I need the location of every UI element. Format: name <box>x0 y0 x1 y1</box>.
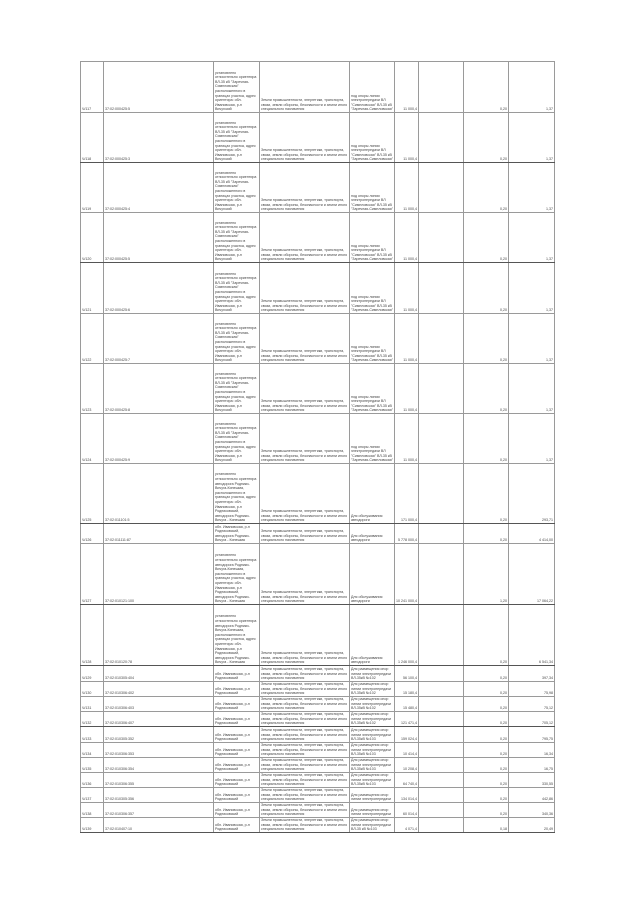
location-cell: установлено относительно ориентира ВЛ-35 кВ "Заречная-Симпловская" расположенного в границах участка, адрес ориентира: обл. Ивановская, р-н Вичугский <box>214 314 260 364</box>
amount-cell: 1,37 <box>509 62 555 113</box>
cadastral-number-cell: 37:02:010305:352 <box>104 726 214 742</box>
location-cell: обл. Ивановская, р-н Родниковский <box>214 787 260 802</box>
amount-cell: 6 541,34 <box>509 605 555 666</box>
amount-cell: 20,49 <box>509 817 555 832</box>
cadastral-number-cell: 37:02:010306:403 <box>104 696 214 711</box>
location-cell: установлено относительно ориентира автодорога Родники-Вичуга-Кинешма, расположенного в границах участка, адрес ориентира: обл. Ивановская, р-н Родниковский, автодорога Родники-Вичуга - Кинешма <box>214 544 260 605</box>
amount-cell: 1,37 <box>509 414 555 464</box>
land-category-cell: Земли промышленности, энергетики, транспорта, связи, земли обороны, безопасности и земли иного специального назначения <box>260 772 350 787</box>
row-number-cell: Ч/134 <box>81 742 104 757</box>
table-row <box>81 605 555 666</box>
cadastral-number-cell: 37:02:010306:353 <box>104 742 214 757</box>
row-number-cell: Ч/125 <box>81 464 104 524</box>
location-cell: установлено относительно ориентира автодорога Родники-Вичуга-Кинешма, расположенного в границах участка, адрес ориентира: обл. Ивановская, р-н Родниковский, автодорога Родники-Вичуга - Кинешма <box>214 605 260 666</box>
empty-cell-cell <box>419 666 464 682</box>
cadastral-number-cell: 37:02:010306:402 <box>104 682 214 697</box>
empty-cell-cell <box>419 605 464 666</box>
empty-cell-cell <box>419 314 464 364</box>
land-category-cell: Земли промышленности, энергетики, транспорта, связи, земли обороны, безопасности и земли иного специального назначения <box>260 682 350 697</box>
amount-cell: 1,37 <box>509 163 555 213</box>
empty-cell-cell <box>419 772 464 787</box>
area-cell: 64 740,4 <box>395 772 419 787</box>
rate-cell: 1,20 <box>464 544 509 605</box>
amount-cell: 330,55 <box>509 772 555 787</box>
land-category-cell: Земли промышленности, энергетики, транспорта, связи, земли обороны, безопасности и земли иного специального назначения <box>260 802 350 817</box>
row-number-cell: Ч/126 <box>81 524 104 544</box>
rate-cell: 0,20 <box>464 711 509 726</box>
area-cell: 171 000,4 <box>395 464 419 524</box>
cadastral-number-cell: 37:02:011111:87 <box>104 524 214 544</box>
rate-cell: 0,20 <box>464 666 509 682</box>
table-row <box>81 711 555 726</box>
land-category-cell: Земли промышленности, энергетики, транспорта, связи, земли обороны, безопасности и земли иного специального назначения <box>260 787 350 802</box>
land-category-cell: Земли промышленности, энергетики, транспорта, связи, земли обороны, безопасности и земли иного специального назначения <box>260 711 350 726</box>
empty-cell-cell <box>419 787 464 802</box>
table-row <box>81 314 555 364</box>
empty-cell-cell <box>419 163 464 213</box>
cadastral-number-cell: 37:02:000425:6 <box>104 263 214 314</box>
row-number-cell: Ч/128 <box>81 605 104 666</box>
table-row <box>81 524 555 544</box>
land-category-cell: Земли промышленности, энергетики, транспорта, связи, земли обороны, безопасности и земли иного специального назначения <box>260 726 350 742</box>
table-row <box>81 787 555 802</box>
rate-cell: 0,20 <box>464 163 509 213</box>
land-category-cell: Земли промышленности, энергетики, транспорта, связи, земли обороны, безопасности и земли иного специального назначения <box>260 113 350 163</box>
table-row <box>81 163 555 213</box>
permitted-use-cell: Для размещения опор линии электропередачи <box>350 802 395 817</box>
empty-cell-cell <box>419 113 464 163</box>
empty-cell-cell <box>419 213 464 263</box>
row-number-cell: Ч/127 <box>81 544 104 605</box>
cadastral-number-cell: 37:02:010306:355 <box>104 772 214 787</box>
table-row <box>81 414 555 464</box>
permitted-use-cell: Для размещения опор линии электропередачи ВЛ-35кВ №103 <box>350 742 395 757</box>
empty-cell-cell <box>419 696 464 711</box>
area-cell: 121 471,4 <box>395 711 419 726</box>
amount-cell: 705,12 <box>509 711 555 726</box>
cadastral-number-cell: 37:02:010121:100 <box>104 544 214 605</box>
permitted-use-cell: Для обслуживания автодороги <box>350 544 395 605</box>
rate-cell: 0,20 <box>464 364 509 414</box>
area-cell: 11 000,4 <box>395 263 419 314</box>
land-category-cell: Земли промышленности, энергетики, транспорта, связи, земли обороны, безопасности и земли иного специального назначения <box>260 213 350 263</box>
permitted-use-cell: Для размещения опор линии электропередачи ВЛ-35 кВ №103 <box>350 817 395 832</box>
area-cell: 15 480,4 <box>395 696 419 711</box>
row-number-cell: Ч/138 <box>81 802 104 817</box>
cadastral-number-cell: 37:02:011101:5 <box>104 464 214 524</box>
location-cell: обл. Ивановская, р-н Родниковский <box>214 726 260 742</box>
area-cell: 10 241 000,4 <box>395 544 419 605</box>
permitted-use-cell: Для размещения опор линии электропередачи ВЛ-35кВ №103 <box>350 726 395 742</box>
location-cell: обл. Ивановская, р-н Родниковский <box>214 696 260 711</box>
empty-cell-cell <box>419 414 464 464</box>
area-cell: 11 000,4 <box>395 364 419 414</box>
empty-cell-cell <box>419 802 464 817</box>
permitted-use-cell: Для обслуживания автодороги <box>350 524 395 544</box>
table-row <box>81 544 555 605</box>
cadastral-number-cell: 37:02:010407:10 <box>104 817 214 832</box>
cadastral-number-cell: 37:02:010306:354 <box>104 757 214 772</box>
land-category-cell: Земли промышленности, энергетики, транспорта, связи, земли обороны, безопасности и земли иного специального назначения <box>260 364 350 414</box>
rate-cell: 0,20 <box>464 263 509 314</box>
table-row <box>81 113 555 163</box>
land-category-cell: Земли промышленности, энергетики, транспорта, связи, земли обороны, безопасности и земли иного специального назначения <box>260 742 350 757</box>
location-cell: установлено относительно ориентира ВЛ-35 кВ "Заречная-Симпловская" расположенного в границах участка, адрес ориентира: обл. Ивановская, р-н Вичугский <box>214 62 260 113</box>
area-cell: 1 246 000,4 <box>395 605 419 666</box>
rate-cell: 0,20 <box>464 757 509 772</box>
cadastral-number-cell: 37:02:010120:78 <box>104 605 214 666</box>
land-category-cell: Земли промышленности, энергетики, транспорта, связи, земли обороны, безопасности и земли иного специального назначения <box>260 414 350 464</box>
rate-cell: 0,20 <box>464 524 509 544</box>
amount-cell: 1,37 <box>509 263 555 314</box>
location-cell: обл. Ивановская, р-н Родниковский, автодорога Родники-Вичуга - Кинешма <box>214 524 260 544</box>
area-cell: 56 100,4 <box>395 666 419 682</box>
table-row <box>81 62 555 113</box>
row-number-cell: Ч/136 <box>81 772 104 787</box>
row-number-cell: Ч/124 <box>81 414 104 464</box>
row-number-cell: Ч/117 <box>81 62 104 113</box>
amount-cell: 795,75 <box>509 726 555 742</box>
rate-cell: 0,20 <box>464 772 509 787</box>
amount-cell: 16,75 <box>509 757 555 772</box>
land-category-cell: Земли промышленности, энергетики, транспорта, связи, земли обороны, безопасности и земли иного специального назначения <box>260 544 350 605</box>
permitted-use-cell: Для размещения опор линии электропередачи ВЛ-35кВ №102 <box>350 666 395 682</box>
row-number-cell: Ч/120 <box>81 213 104 263</box>
table-row <box>81 364 555 414</box>
row-number-cell: Ч/129 <box>81 666 104 682</box>
rate-cell: 0,20 <box>464 802 509 817</box>
table-row <box>81 213 555 263</box>
area-cell: 10 414,4 <box>395 742 419 757</box>
table-row <box>81 726 555 742</box>
location-cell: обл. Ивановская, р-н Родниковский <box>214 666 260 682</box>
area-cell: 11 000,4 <box>395 163 419 213</box>
amount-cell: 17 064,22 <box>509 544 555 605</box>
area-cell: 5 778 000,4 <box>395 524 419 544</box>
table-row <box>81 696 555 711</box>
land-category-cell: Земли промышленности, энергетики, транспорта, связи, земли обороны, безопасности и земли иного специального назначения <box>260 605 350 666</box>
permitted-use-cell: под опоры линии электропередачи ВЛ "Симпловская" ВЛ-35 кВ "Заречная-Симпловская" <box>350 314 395 364</box>
cadastral-number-cell: 37:02:010306:407 <box>104 711 214 726</box>
area-cell: 11 000,4 <box>395 314 419 364</box>
rate-cell: 0,20 <box>464 113 509 163</box>
amount-cell: 4 414,00 <box>509 524 555 544</box>
location-cell: установлено относительно ориентира ВЛ-35 кВ "Заречная-Симпловская" расположенного в границах участка, адрес ориентира: обл. Ивановская, р-н Вичугский <box>214 213 260 263</box>
cadastral-number-cell: 37:02:010306:357 <box>104 802 214 817</box>
rate-cell: 0,20 <box>464 696 509 711</box>
rate-cell: 0,20 <box>464 464 509 524</box>
rate-cell: 0,20 <box>464 605 509 666</box>
table-row <box>81 757 555 772</box>
location-cell: обл. Ивановская, р-н Родниковский <box>214 772 260 787</box>
empty-cell-cell <box>419 62 464 113</box>
area-cell: 60 014,4 <box>395 802 419 817</box>
row-number-cell: Ч/122 <box>81 314 104 364</box>
permitted-use-cell: под опоры линии электропередачи ВЛ "Симпловская" ВЛ-35 кВ "Заречная-Симпловская" <box>350 163 395 213</box>
amount-cell: 75,12 <box>509 696 555 711</box>
rate-cell: 0,20 <box>464 314 509 364</box>
empty-cell-cell <box>419 817 464 832</box>
amount-cell: 1,37 <box>509 213 555 263</box>
rate-cell: 0,20 <box>464 414 509 464</box>
cadastral-number-cell: 37:02:000425:8 <box>104 364 214 414</box>
row-number-cell: Ч/121 <box>81 263 104 314</box>
table-row <box>81 464 555 524</box>
land-category-cell: Земли промышленности, энергетики, транспорта, связи, земли обороны, безопасности и земли иного специального назначения <box>260 263 350 314</box>
row-number-cell: Ч/130 <box>81 682 104 697</box>
land-category-cell: Земли промышленности, энергетики, транспорта, связи, земли обороны, безопасности и земли иного специального назначения <box>260 314 350 364</box>
row-number-cell: Ч/123 <box>81 364 104 414</box>
empty-cell-cell <box>419 757 464 772</box>
area-cell: 11 000,4 <box>395 213 419 263</box>
location-cell: обл. Ивановская, р-н Родниковский <box>214 802 260 817</box>
location-cell: обл. Ивановская, р-н Родниковский <box>214 742 260 757</box>
permitted-use-cell: Для размещения опор линии электропередачи ВЛ-35кВ №102 <box>350 682 395 697</box>
rate-cell: 0,20 <box>464 787 509 802</box>
permitted-use-cell: под опоры линии электропередачи ВЛ "Симпловская" ВЛ-35 кВ "Заречная-Симпловская" <box>350 213 395 263</box>
area-cell: 10 208,4 <box>395 757 419 772</box>
cadastral-number-cell: 37:02:000425:3 <box>104 113 214 163</box>
amount-cell: 397,34 <box>509 666 555 682</box>
cadastral-number-cell: 37:02:010305:404 <box>104 666 214 682</box>
location-cell: установлено относительно ориентира ВЛ-35 кВ "Заречная-Симпловская" расположенного в границах участка, адрес ориентира: обл. Ивановская, р-н Вичугский <box>214 263 260 314</box>
table-row <box>81 742 555 757</box>
empty-cell-cell <box>419 464 464 524</box>
location-cell: обл. Ивановская, р-н Родниковский <box>214 817 260 832</box>
land-category-cell: Земли промышленности, энергетики, транспорта, связи, земли обороны, безопасности и земли иного специального назначения <box>260 62 350 113</box>
row-number-cell: Ч/139 <box>81 817 104 832</box>
table-row <box>81 682 555 697</box>
empty-cell-cell <box>419 263 464 314</box>
permitted-use-cell: Для размещения опор линии электропередачи ВЛ-35кВ №102 <box>350 696 395 711</box>
cadastral-number-cell: 37:02:000425:4 <box>104 163 214 213</box>
land-plots-table <box>80 61 555 833</box>
rate-cell: 0,20 <box>464 62 509 113</box>
table-row <box>81 772 555 787</box>
location-cell: установлено относительно ориентира ВЛ-35 кВ "Заречная-Симпловская" расположенного в границах участка, адрес ориентира: обл. Ивановская, р-н Вичугский <box>214 414 260 464</box>
land-category-cell: Земли промышленности, энергетики, транспорта, связи, земли обороны, безопасности и земли иного специального назначения <box>260 666 350 682</box>
amount-cell: 1,37 <box>509 113 555 163</box>
location-cell: установлено относительно ориентира ВЛ-35 кВ "Заречная-Симпловская" расположенного в границах участка, адрес ориентира: обл. Ивановская, р-н Вичугский <box>214 163 260 213</box>
permitted-use-cell: Для размещения опор линии электропередачи ВЛ-35кВ №103 <box>350 757 395 772</box>
land-category-cell: Земли промышленности, энергетики, транспорта, связи, земли обороны, безопасности и земли иного специального назначения <box>260 817 350 832</box>
empty-cell-cell <box>419 711 464 726</box>
amount-cell: 16,34 <box>509 742 555 757</box>
amount-cell: 75,98 <box>509 682 555 697</box>
rate-cell: 0,20 <box>464 213 509 263</box>
area-cell: 11 000,4 <box>395 414 419 464</box>
row-number-cell: Ч/133 <box>81 726 104 742</box>
empty-cell-cell <box>419 742 464 757</box>
land-category-cell: Земли промышленности, энергетики, транспорта, связи, земли обороны, безопасности и земли иного специального назначения <box>260 163 350 213</box>
area-cell: 4 071,4 <box>395 817 419 832</box>
row-number-cell: Ч/131 <box>81 696 104 711</box>
cadastral-number-cell: 37:02:010305:356 <box>104 787 214 802</box>
empty-cell-cell <box>419 544 464 605</box>
area-cell: 15 180,4 <box>395 682 419 697</box>
area-cell: 11 000,4 <box>395 113 419 163</box>
area-cell: 159 024,4 <box>395 726 419 742</box>
rate-cell: 0,20 <box>464 682 509 697</box>
amount-cell: 340,36 <box>509 802 555 817</box>
land-category-cell: Земли промышленности, энергетики, транспорта, связи, земли обороны, безопасности и земли иного специального назначения <box>260 524 350 544</box>
empty-cell-cell <box>419 524 464 544</box>
row-number-cell: Ч/132 <box>81 711 104 726</box>
empty-cell-cell <box>419 364 464 414</box>
permitted-use-cell: под опоры линии электропередачи ВЛ "Симпловская" ВЛ-35 кВ "Заречная-Симпловская" <box>350 62 395 113</box>
permitted-use-cell: Для обслуживания автодороги <box>350 464 395 524</box>
permitted-use-cell: под опоры линии электропередачи ВЛ "Симпловская" ВЛ-35 кВ "Заречная-Симпловская" <box>350 414 395 464</box>
cadastral-number-cell: 37:02:000425:5 <box>104 62 214 113</box>
location-cell: обл. Ивановская, р-н Родниковский <box>214 757 260 772</box>
permitted-use-cell: Для размещения опор линии электропередачи ВЛ-35кВ №102 <box>350 711 395 726</box>
rate-cell: 0,20 <box>464 742 509 757</box>
cadastral-number-cell: 37:02:000425:5 <box>104 213 214 263</box>
rate-cell: 0,18 <box>464 817 509 832</box>
amount-cell: 1,37 <box>509 314 555 364</box>
row-number-cell: Ч/137 <box>81 787 104 802</box>
location-cell: установлено относительно ориентира ВЛ-35 кВ "Заречная-Симпловская" расположенного в границах участка, адрес ориентира: обл. Ивановская, р-н Вичугский <box>214 113 260 163</box>
empty-cell-cell <box>419 682 464 697</box>
area-cell: 134 014,4 <box>395 787 419 802</box>
table-row <box>81 666 555 682</box>
row-number-cell: Ч/135 <box>81 757 104 772</box>
amount-cell: 293,71 <box>509 464 555 524</box>
land-category-cell: Земли промышленности, энергетики, транспорта, связи, земли обороны, безопасности и земли иного специального назначения <box>260 696 350 711</box>
cadastral-number-cell: 37:02:000425:7 <box>104 314 214 364</box>
table-row <box>81 802 555 817</box>
location-cell: установлено относительно ориентира ВЛ-35 кВ "Заречная-Симпловская" расположенного в границах участка, адрес ориентира: обл. Ивановская, р-н Вичугский <box>214 364 260 414</box>
location-cell: установлено относительно ориентира автодорога Родники-Вичуга-Кинешма, расположенного в границах участка, адрес ориентира: обл. Ивановская, р-н Родниковский, автодорога Родники-Вичуга - Кинешма <box>214 464 260 524</box>
location-cell: обл. Ивановская, р-н Родниковский <box>214 682 260 697</box>
row-number-cell: Ч/118 <box>81 113 104 163</box>
table-row <box>81 817 555 832</box>
land-category-cell: Земли промышленности, энергетики, транспорта, связи, земли обороны, безопасности и земли иного специального назначения <box>260 757 350 772</box>
permitted-use-cell: под опоры линии электропередачи ВЛ "Симпловская" ВЛ-35 кВ "Заречная-Симпловская" <box>350 113 395 163</box>
permitted-use-cell: Для размещения опор линии электропередачи ВЛ-35кВ №103 <box>350 772 395 787</box>
rate-cell: 0,20 <box>464 726 509 742</box>
row-number-cell: Ч/119 <box>81 163 104 213</box>
permitted-use-cell: Для размещения опор линии электропередачи <box>350 787 395 802</box>
table-row <box>81 263 555 314</box>
land-category-cell: Земли промышленности, энергетики, транспорта, связи, земли обороны, безопасности и земли иного специального назначения <box>260 464 350 524</box>
permitted-use-cell: Для обслуживания автодороги <box>350 605 395 666</box>
cadastral-number-cell: 37:02:000425:9 <box>104 414 214 464</box>
empty-cell-cell <box>419 726 464 742</box>
amount-cell: 1,37 <box>509 364 555 414</box>
amount-cell: 442,86 <box>509 787 555 802</box>
permitted-use-cell: под опоры линии электропередачи ВЛ "Симпловская" ВЛ-35 кВ "Заречная-Симпловская" <box>350 364 395 414</box>
permitted-use-cell: под опоры линии электропередачи ВЛ "Симпловская" ВЛ-35 кВ "Заречная-Симпловская" <box>350 263 395 314</box>
area-cell: 11 000,4 <box>395 62 419 113</box>
location-cell: обл. Ивановская, р-н Родниковский <box>214 711 260 726</box>
